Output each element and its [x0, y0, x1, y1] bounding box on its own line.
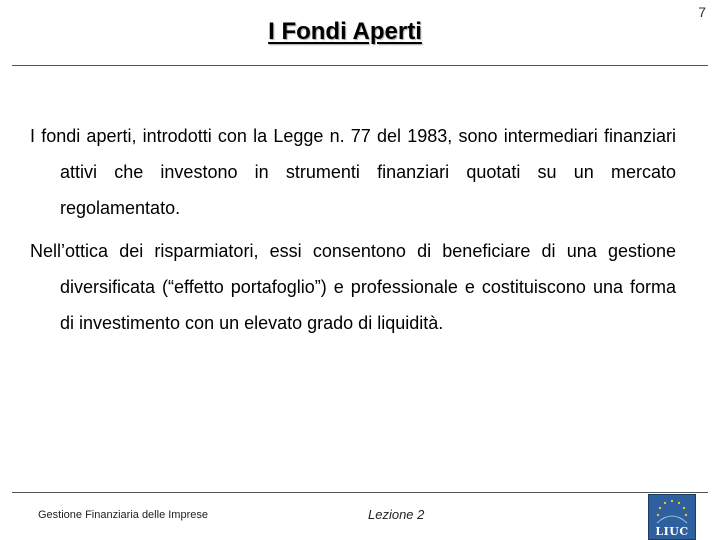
slide-title: I Fondi Aperti: [268, 18, 422, 45]
footer-lesson: Lezione 2: [368, 507, 425, 522]
paragraph-rest: , introdotti con la Legge n. 77 del 1983, sono intermediari finanziari attivi che investono in strumenti finanziari quotati su un mercato regolamentato.: [60, 126, 676, 218]
paragraph-lead: I: [30, 126, 42, 146]
paragraph-highlight: fondi aperti: [41, 126, 132, 146]
liuc-logo-icon: [648, 494, 696, 540]
title-divider: [12, 65, 708, 66]
slide-body: [30, 118, 676, 348]
footer-divider: [12, 492, 708, 493]
page-number: 7: [698, 4, 706, 20]
footer-course-title: Gestione Finanziaria delle Imprese: [38, 509, 208, 521]
paragraph-fondi-aperti: [30, 118, 676, 226]
paragraph-risparmiatori: Nell’ottica dei risparmiatori, essi consentono di beneficiare di una gestione diversificata (“effetto portafoglio”) e professionale e costituiscono una forma di investimento con un elevato grado di liquidità.: [30, 241, 676, 333]
logo-text: LIUC: [655, 525, 689, 538]
